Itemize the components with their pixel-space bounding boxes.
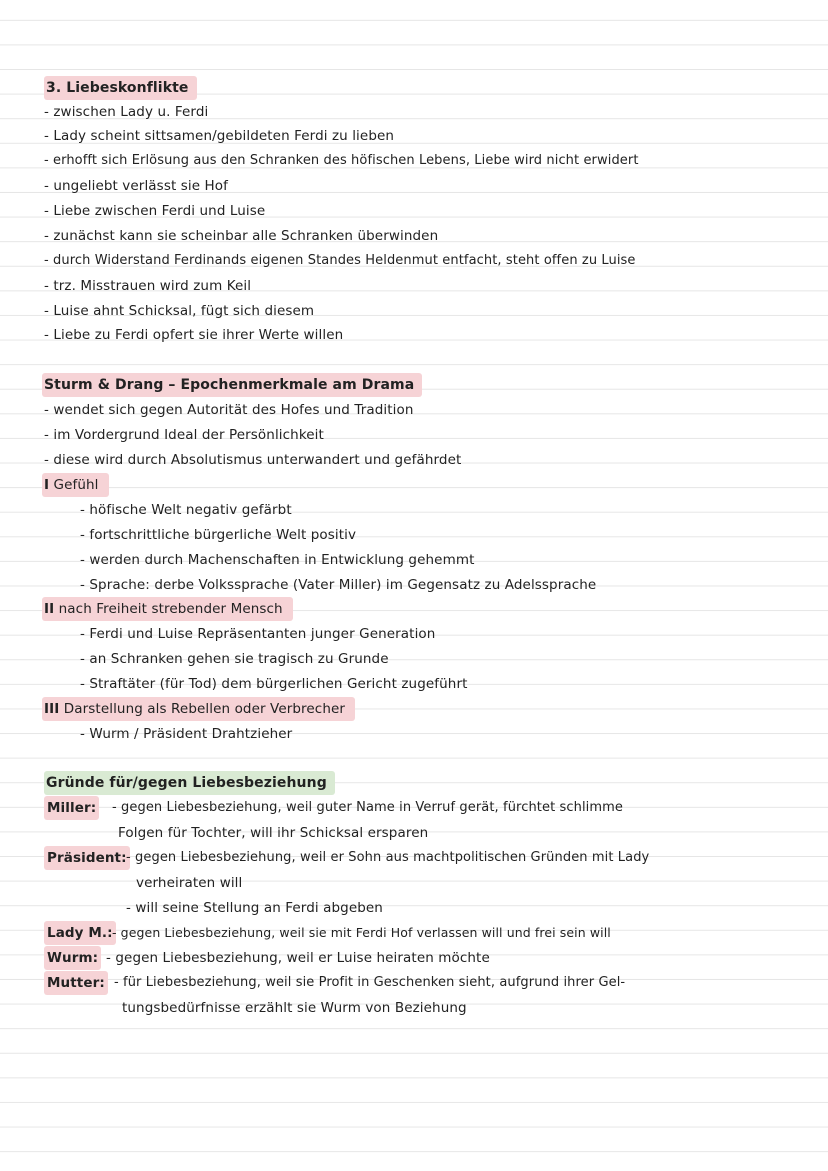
entry-line: - will seine Stellung an Ferdi abgeben (126, 900, 383, 916)
note-line: - Sprache: derbe Volkssprache (Vater Miller) im Gegensatz zu Adelssprache (80, 577, 597, 593)
entry-line: - für Liebesbeziehung, weil sie Profit in Geschenken sieht, aufgrund ihrer Gel- (114, 975, 626, 990)
note-line: - Luise ahnt Schicksal, fügt sich diesem (44, 303, 315, 319)
subheading-darstellung (42, 697, 355, 721)
roman-numeral: III (44, 701, 60, 717)
entry-label-lady: Lady M.: (44, 921, 116, 945)
note-line: - zwischen Lady u. Ferdi (44, 104, 209, 120)
subheading-gefuehl (42, 473, 109, 497)
note-line: - trz. Misstrauen wird zum Keil (44, 278, 252, 294)
note-line: - durch Widerstand Ferdinands eigenen Standes Heldenmut entfacht, steht offen zu Luise (44, 253, 636, 268)
entry-line: tungsbedürfnisse erzählt sie Wurm von Beziehung (122, 1000, 467, 1016)
section-heading: Gründe für/gegen Liebesbeziehung (44, 771, 335, 795)
entry-line: - gegen Liebesbeziehung, weil sie mit Ferdi Hof verlassen will und frei sein will (112, 925, 611, 940)
note-line: - zunächst kann sie scheinbar alle Schranken überwinden (44, 228, 439, 244)
entry-label-praesident: Präsident: (44, 846, 130, 870)
note-line: - diese wird durch Absolutismus unterwandert und gefährdet (44, 452, 462, 468)
note-line: - höfische Welt negativ gefärbt (80, 502, 292, 518)
note-line: - ungeliebt verlässt sie Hof (44, 178, 228, 194)
note-line: - im Vordergrund Ideal der Persönlichkeit (44, 427, 324, 443)
section-heading: Sturm & Drang – Epochenmerkmale am Drama (42, 373, 422, 397)
entry-label-miller: Miller: (44, 796, 99, 820)
subheading-freiheit (42, 597, 293, 621)
note-line: - Lady scheint sittsamen/gebildeten Ferdi zu lieben (44, 128, 395, 144)
entry-line: - gegen Liebesbeziehung, weil er Luise heiraten möchte (106, 950, 490, 966)
section-heading: 3. Liebeskonflikte (44, 76, 197, 100)
note-line: - Ferdi und Luise Repräsentanten junger Generation (80, 626, 436, 642)
note-line: - erhofft sich Erlösung aus den Schranken des höfischen Lebens, Liebe wird nicht erwidert (44, 153, 639, 168)
note-line: - werden durch Machenschaften in Entwicklung gehemmt (80, 552, 475, 568)
note-line: - Straftäter (für Tod) dem bürgerlichen Gericht zugeführt (80, 676, 468, 692)
note-line: - wendet sich gegen Autorität des Hofes und Tradition (44, 402, 414, 418)
entry-line: verheiraten will (136, 875, 243, 891)
note-line: - Liebe zwischen Ferdi und Luise (44, 203, 266, 219)
subheading-title: Gefühl (53, 477, 99, 493)
subheading-title: Darstellung als Rebellen oder Verbrecher (63, 701, 346, 717)
entry-line: - gegen Liebesbeziehung, weil er Sohn aus machtpolitischen Gründen mit Lady (126, 850, 650, 865)
note-line: - Wurm / Präsident Drahtzieher (80, 726, 293, 742)
note-line: - an Schranken gehen sie tragisch zu Grunde (80, 651, 389, 667)
entry-line: Folgen für Tochter, will ihr Schicksal ersparen (118, 825, 429, 841)
entry-label-wurm: Wurm: (44, 946, 101, 970)
subheading-title: nach Freiheit strebender Mensch (58, 601, 283, 617)
entry-label-mutter: Mutter: (44, 971, 108, 995)
note-line: - fortschrittliche bürgerliche Welt positiv (80, 527, 357, 543)
entry-line: - gegen Liebesbeziehung, weil guter Name in Verruf gerät, fürchtet schlimme (112, 800, 624, 815)
note-line: - Liebe zu Ferdi opfert sie ihrer Werte willen (44, 327, 344, 343)
roman-numeral: I (44, 477, 50, 493)
roman-numeral: II (44, 601, 55, 617)
